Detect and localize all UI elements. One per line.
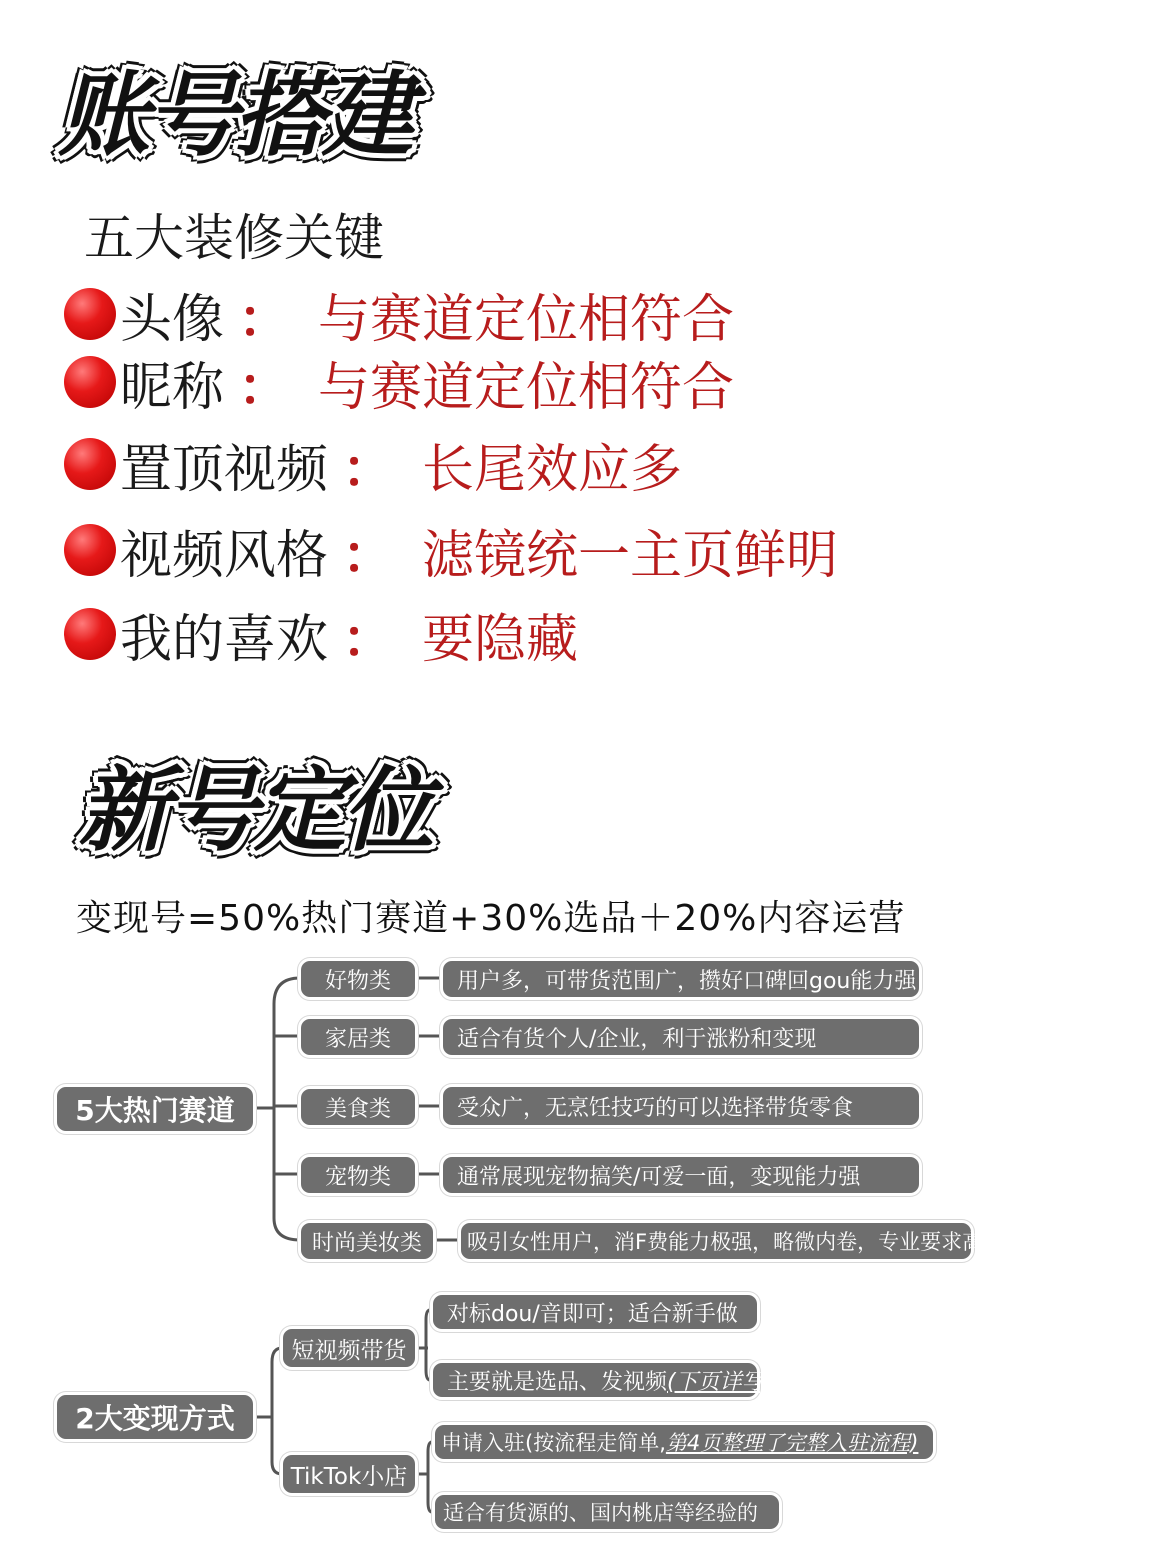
track-node: 美食类 [298, 1086, 418, 1128]
key-value: 要隐藏 [422, 609, 579, 670]
key-colon: ： [342, 609, 395, 670]
track-node: 好物类 [298, 958, 418, 1000]
monetize-node: 短视频带货 [280, 1326, 418, 1370]
key-colon: ： [238, 289, 291, 350]
monetize-leaf [430, 1360, 773, 1400]
track-node: 家居类 [298, 1016, 418, 1058]
key-label: 视频风格 [120, 525, 329, 586]
track-desc: 通常展现宠物搞笑/可爱一面，变现能力强 [440, 1154, 922, 1196]
account-setup-banner: 账号搭建 [58, 62, 411, 169]
monetize-node: TikTok小店 [280, 1452, 418, 1496]
monetize-leaf [432, 1492, 782, 1532]
connector-line [272, 1348, 282, 1474]
subtitle: 五大装修关键 [84, 209, 384, 267]
key-label: 置顶视频 [120, 439, 329, 500]
monetize-leaf [432, 1422, 936, 1462]
formula-text: 变现号=50%热门赛道+30%选品＋20%内容运营 [76, 898, 906, 939]
key-value: 滤镜统一主页鲜明 [422, 525, 839, 586]
tracks-root-node: 5大热门赛道 [54, 1084, 256, 1134]
track-desc: 受众广，无烹饪技巧的可以选择带货零食 [440, 1084, 922, 1128]
key-value: 与赛道定位相符合 [318, 289, 735, 350]
track-node: 宠物类 [298, 1154, 418, 1196]
monetize-root-node: 2大变现方式 [54, 1392, 256, 1442]
key-colon: ： [342, 525, 395, 586]
monetize-leaf [430, 1292, 760, 1332]
leaf-text: 对标dou/音即可；适合新手做 [447, 1301, 738, 1327]
leaf-text: 申请入驻(按流程走简单, [441, 1431, 666, 1455]
key-label: 头像 [120, 289, 225, 350]
leaf-text: 主要就是选品、发视频 [447, 1369, 668, 1395]
key-colon: ： [238, 357, 291, 418]
leaf-text: 适合有货源的、国内桃店等经验的 [443, 1501, 758, 1525]
key-colon: ： [342, 439, 395, 500]
track-node: 时尚美妆类 [298, 1220, 436, 1262]
key-label: 我的喜欢 [120, 609, 329, 670]
track-desc: 用户多，可带货范围广，攒好口碑回gou能力强 [440, 958, 922, 1000]
leaf-note: 第4页整理了完整入驻流程) [665, 1431, 919, 1455]
connector-line [274, 978, 300, 1240]
key-value: 与赛道定位相符合 [318, 357, 735, 418]
track-desc: 吸引女性用户，消F费能力极强，略微内卷，专业要求高 [458, 1220, 974, 1262]
track-desc: 适合有货个人/企业，利于涨粉和变现 [440, 1016, 922, 1058]
positioning-banner: 新号定位 [78, 757, 431, 864]
key-label: 昵称 [120, 357, 225, 418]
leaf-note: (下页详写) [667, 1369, 773, 1395]
key-value: 长尾效应多 [422, 439, 683, 500]
